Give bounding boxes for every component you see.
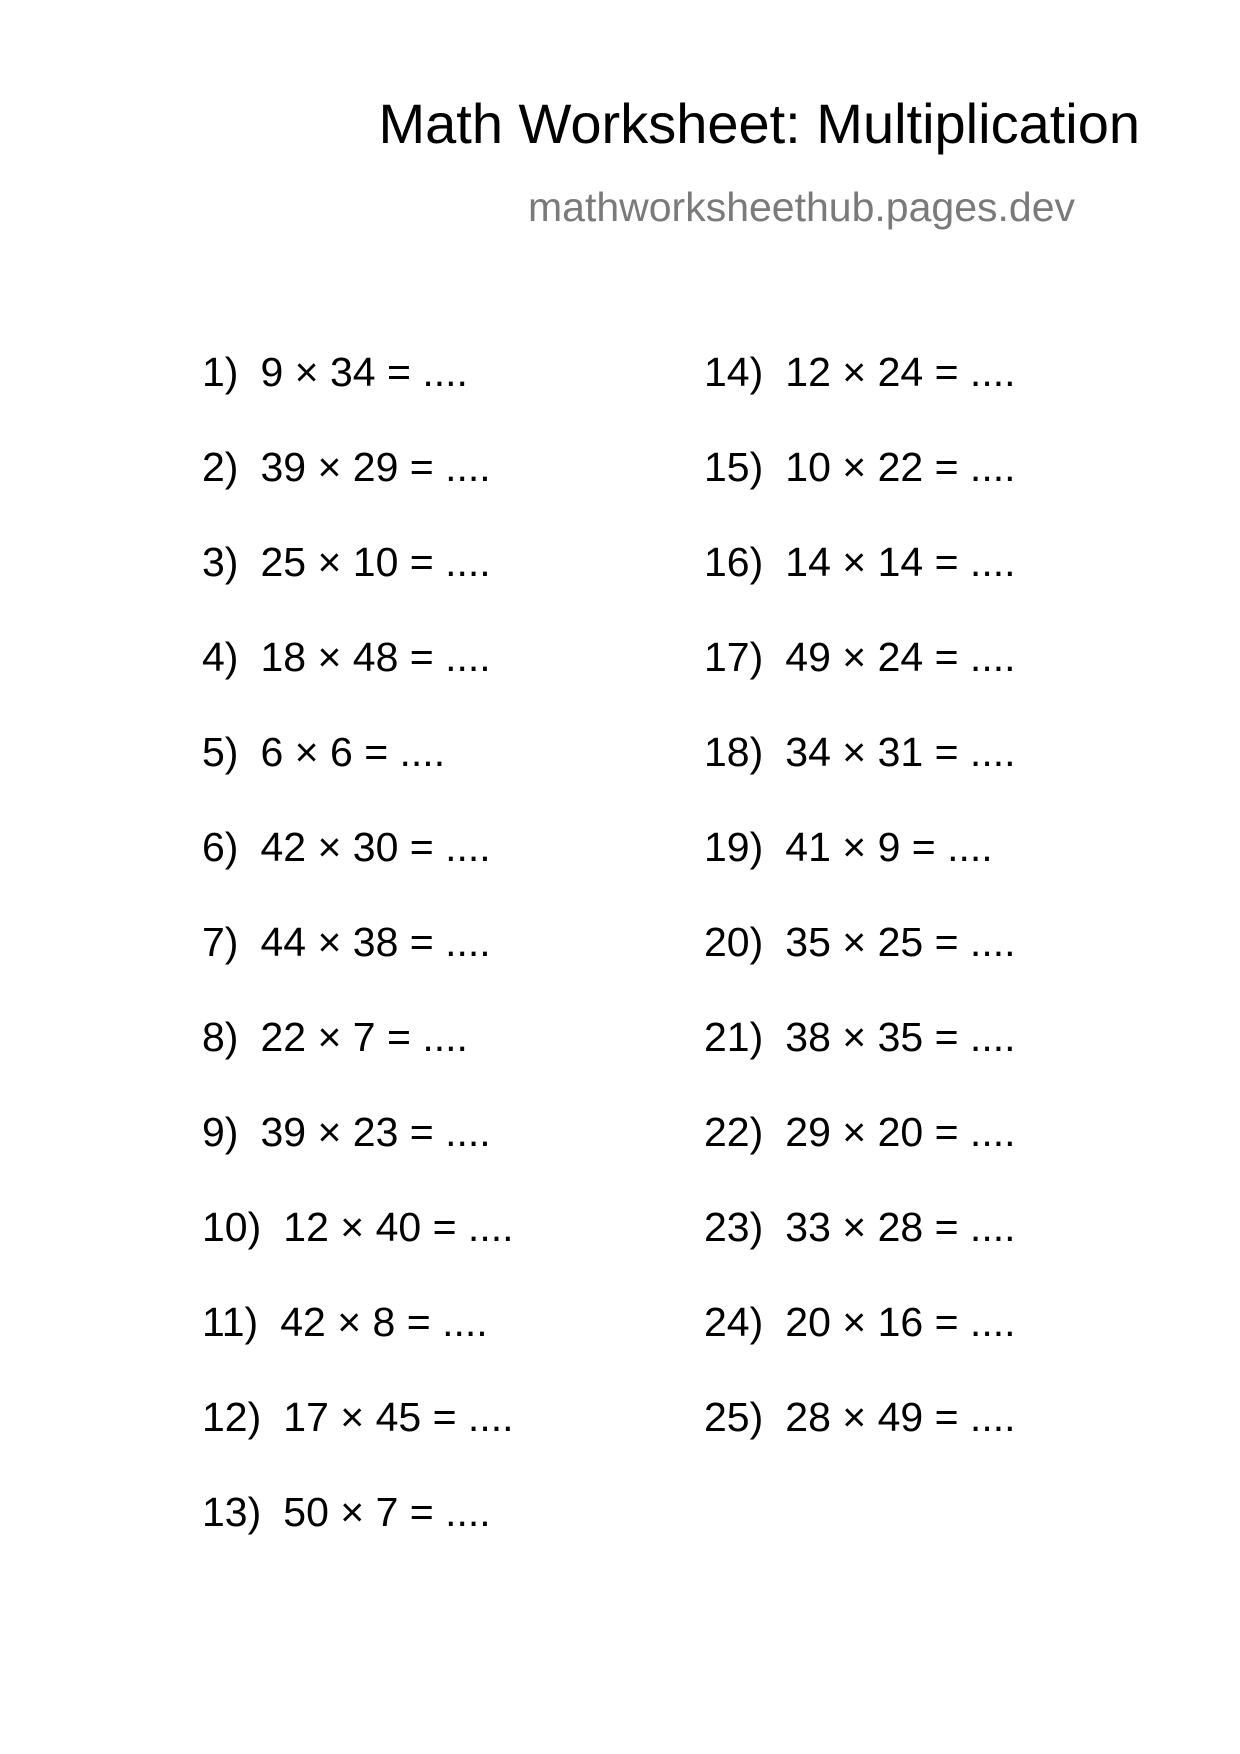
problem-item <box>704 1394 1016 1440</box>
problem-item <box>704 634 1016 680</box>
problem-number: 7) <box>202 919 239 965</box>
problem-expression: 12 × 40 = .... <box>283 1204 514 1250</box>
problem-item <box>704 444 1016 490</box>
problem-number: 23) <box>704 1204 764 1250</box>
problem-number: 13) <box>202 1489 262 1535</box>
problem-number: 12) <box>202 1394 262 1440</box>
problem-item <box>202 919 491 965</box>
problem-expression: 18 × 48 = .... <box>260 634 491 680</box>
problem-number: 21) <box>704 1014 764 1060</box>
problem-expression: 33 × 28 = .... <box>785 1204 1016 1250</box>
problem-item <box>704 1204 1016 1250</box>
problem-number: 25) <box>704 1394 764 1440</box>
problem-number: 15) <box>704 444 764 490</box>
problem-number: 6) <box>202 824 239 870</box>
problem-expression: 22 × 7 = .... <box>260 1014 468 1060</box>
problem-item <box>202 539 491 585</box>
problem-item <box>704 1014 1016 1060</box>
problem-expression: 20 × 16 = .... <box>785 1299 1016 1345</box>
problem-number: 24) <box>704 1299 764 1345</box>
problem-number: 17) <box>704 634 764 680</box>
worksheet-title: Math Worksheet: Multiplication <box>378 92 1140 155</box>
problem-item <box>202 444 491 490</box>
problem-number: 10) <box>202 1204 262 1250</box>
problem-item <box>202 1394 514 1440</box>
problem-item <box>202 1299 488 1345</box>
problem-number: 14) <box>704 349 764 395</box>
problem-expression: 39 × 29 = .... <box>260 444 491 490</box>
problem-expression: 12 × 24 = .... <box>785 349 1016 395</box>
problem-item <box>704 1299 1016 1345</box>
problem-item <box>704 1109 1016 1155</box>
problem-expression: 42 × 30 = .... <box>260 824 491 870</box>
problem-item <box>202 1109 491 1155</box>
problem-expression: 50 × 7 = .... <box>283 1489 491 1535</box>
problem-item <box>202 824 491 870</box>
problem-number: 2) <box>202 444 239 490</box>
problem-item <box>202 729 446 775</box>
problem-expression: 44 × 38 = .... <box>260 919 491 965</box>
problem-expression: 39 × 23 = .... <box>260 1109 491 1155</box>
problem-number: 11) <box>202 1299 259 1345</box>
problem-item <box>202 1204 514 1250</box>
problem-expression: 14 × 14 = .... <box>785 539 1016 585</box>
problem-item <box>704 919 1016 965</box>
problem-item <box>704 539 1016 585</box>
problem-item <box>704 349 1016 395</box>
problem-item <box>202 349 468 395</box>
problem-number: 20) <box>704 919 764 965</box>
problem-number: 8) <box>202 1014 239 1060</box>
problem-expression: 25 × 10 = .... <box>260 539 491 585</box>
problem-expression: 17 × 45 = .... <box>283 1394 514 1440</box>
problem-number: 9) <box>202 1109 239 1155</box>
problem-expression: 42 × 8 = .... <box>280 1299 488 1345</box>
problem-number: 4) <box>202 634 239 680</box>
worksheet-source-url: mathworksheethub.pages.dev <box>527 184 1075 230</box>
problem-expression: 9 × 34 = .... <box>260 349 468 395</box>
problem-expression: 29 × 20 = .... <box>785 1109 1016 1155</box>
problem-number: 3) <box>202 539 239 585</box>
problem-expression: 10 × 22 = .... <box>785 444 1016 490</box>
problem-number: 19) <box>704 824 764 870</box>
problem-expression: 49 × 24 = .... <box>785 634 1016 680</box>
problem-item <box>202 634 491 680</box>
problem-number: 1) <box>202 349 239 395</box>
problem-expression: 28 × 49 = .... <box>785 1394 1016 1440</box>
problem-expression: 34 × 31 = .... <box>785 729 1016 775</box>
problem-item <box>704 729 1016 775</box>
problem-expression: 38 × 35 = .... <box>785 1014 1016 1060</box>
problem-number: 16) <box>704 539 764 585</box>
problem-expression: 6 × 6 = .... <box>260 729 446 775</box>
problem-number: 18) <box>704 729 764 775</box>
problem-expression: 35 × 25 = .... <box>785 919 1016 965</box>
problem-number: 5) <box>202 729 239 775</box>
problem-item <box>202 1489 491 1535</box>
problem-item <box>704 824 993 870</box>
problem-number: 22) <box>704 1109 764 1155</box>
problem-expression: 41 × 9 = .... <box>785 824 993 870</box>
problem-item <box>202 1014 468 1060</box>
